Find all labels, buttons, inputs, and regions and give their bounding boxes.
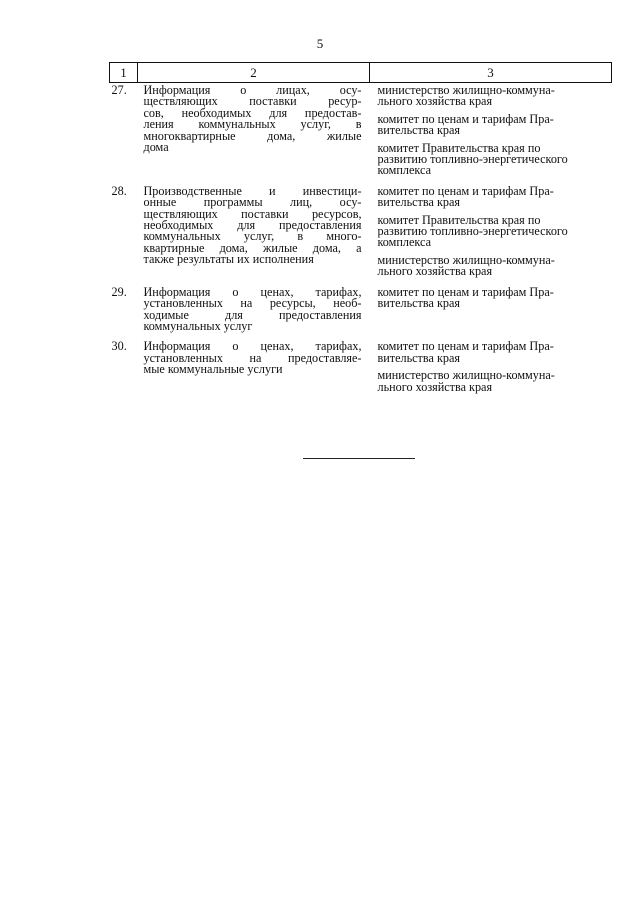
information-description bbox=[138, 83, 370, 184]
description-line: дома bbox=[143, 140, 169, 155]
responsible-body bbox=[378, 370, 610, 393]
responsible-body-line: вительства края bbox=[377, 296, 460, 311]
description-line: Информация о ценах, тарифах, bbox=[143, 284, 362, 299]
responsible-body-line: вительства края bbox=[377, 350, 460, 365]
row-number: 30. bbox=[111, 339, 127, 354]
description-line: ществляющих поставки ресурсов, bbox=[143, 206, 362, 221]
responsible-body bbox=[377, 111, 610, 138]
responsible-body-line: развитию топливно-энергетического bbox=[377, 152, 568, 167]
description-line: коммунальных услуг, в много- bbox=[143, 229, 362, 244]
responsible-body-line: комитет по ценам и тарифам Пра- bbox=[377, 111, 554, 126]
responsible-bodies bbox=[370, 285, 612, 340]
table-row bbox=[110, 83, 612, 184]
description-line: необходимых для предоставления bbox=[143, 218, 362, 233]
responsible-body-line: вительства края bbox=[377, 195, 460, 210]
responsible-body-line: комитет Правительства края по bbox=[377, 140, 541, 155]
responsible-body bbox=[377, 212, 610, 250]
responsible-body-line: льного хозяйства края bbox=[377, 94, 493, 109]
description-line: Информация о лицах, осу- bbox=[143, 83, 362, 97]
responsible-body-line: льного хозяйства края bbox=[377, 264, 493, 279]
responsible-body-line: комитет по ценам и тарифам Пра- bbox=[377, 183, 554, 198]
description-line: онные программы лиц, осу- bbox=[143, 195, 362, 210]
responsible-body-line: министерство жилищно-коммуна- bbox=[377, 83, 555, 97]
table-body bbox=[110, 83, 612, 400]
column-header-1: 1 bbox=[110, 63, 138, 83]
page-number: 5 bbox=[316, 36, 324, 51]
description-line: ходимые для предоставления bbox=[143, 307, 362, 322]
column-header-2: 2 bbox=[138, 63, 370, 83]
responsible-body-line: развитию топливно-энергетического bbox=[377, 224, 568, 239]
table-header bbox=[110, 63, 612, 83]
responsible-bodies bbox=[370, 83, 612, 184]
responsible-body bbox=[377, 284, 610, 311]
table-row bbox=[110, 184, 612, 285]
description-line: также результаты их исполнения bbox=[143, 252, 314, 267]
table-row bbox=[110, 285, 612, 340]
table-row bbox=[110, 339, 612, 400]
description-line: ления коммунальных услуг, в bbox=[143, 117, 362, 132]
responsibility-table bbox=[109, 62, 612, 400]
responsible-body-line: комитет Правительства края по bbox=[377, 212, 541, 227]
description-line: квартирные дома, жилые дома, а bbox=[143, 240, 362, 255]
responsible-body-line: вительства края bbox=[377, 123, 460, 138]
responsible-body-line: комитет по ценам и тарифам Пра- bbox=[377, 284, 554, 299]
responsible-body bbox=[378, 341, 610, 364]
row-number: 28. bbox=[111, 183, 127, 198]
responsible-body-line: комплекса bbox=[377, 163, 431, 178]
information-description bbox=[138, 339, 370, 400]
responsible-body-line: министерство жилищно-коммуна- bbox=[377, 252, 555, 267]
row-number: 27. bbox=[111, 83, 127, 97]
responsible-bodies bbox=[370, 184, 612, 285]
description-line: установленных на ресурсы, необ- bbox=[143, 296, 362, 311]
description-line: коммунальных услуг bbox=[143, 318, 253, 333]
description-line: многоквартирные дома, жилые bbox=[143, 128, 362, 143]
responsible-bodies bbox=[370, 339, 612, 400]
information-description bbox=[138, 285, 370, 340]
responsible-body-line: комитет по ценам и тарифам Пра- bbox=[377, 339, 554, 354]
end-separator-line bbox=[303, 458, 415, 459]
information-description bbox=[138, 184, 370, 285]
description-line: Производственные и инвестици- bbox=[143, 183, 362, 198]
description-line: Информация о ценах, тарифах, bbox=[143, 339, 362, 354]
responsible-body-line: комплекса bbox=[377, 235, 431, 250]
responsible-body bbox=[377, 252, 610, 279]
responsible-body bbox=[377, 140, 610, 178]
responsible-body bbox=[377, 183, 610, 210]
responsible-body-line: министерство жилищно-коммуна- bbox=[377, 368, 555, 383]
row-number: 29. bbox=[111, 284, 127, 299]
responsible-body bbox=[378, 85, 610, 108]
description-line: мые коммунальные услуги bbox=[143, 362, 283, 377]
description-line: ществляющих поставки ресур- bbox=[143, 94, 362, 109]
description-line: установленных на предоставляе- bbox=[143, 350, 362, 365]
responsible-body-line: льного хозяйства края bbox=[377, 379, 493, 394]
description-line: сов, необходимых для предостав- bbox=[143, 105, 362, 120]
column-header-3: 3 bbox=[370, 63, 612, 83]
